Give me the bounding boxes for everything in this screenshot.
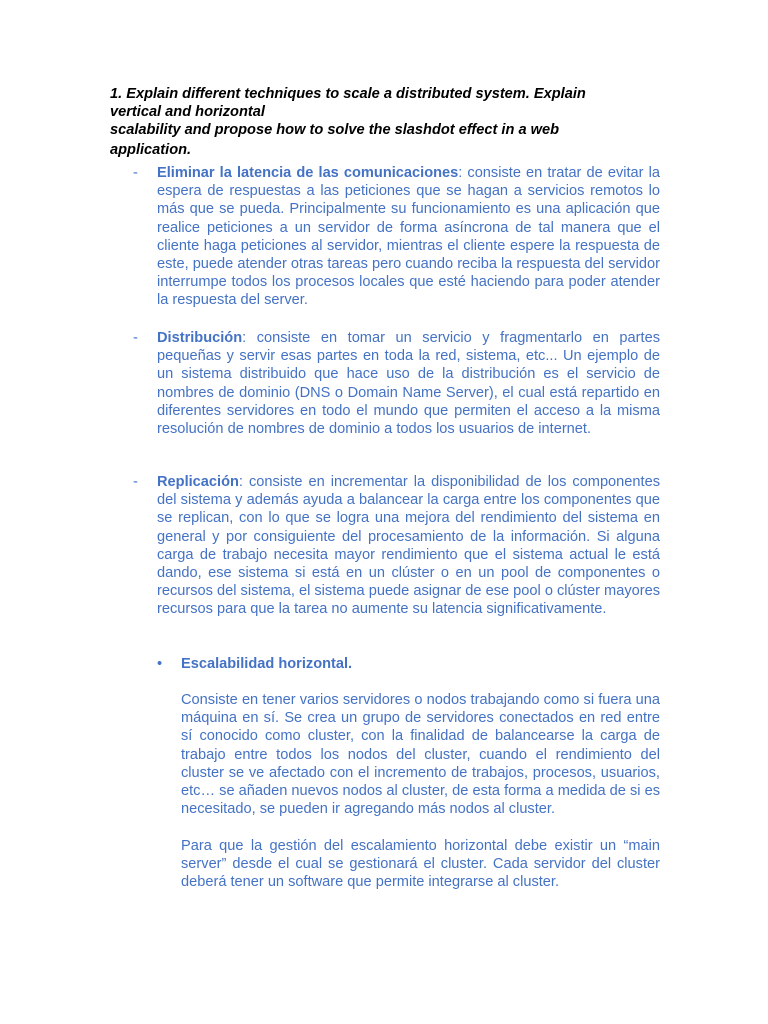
list-item-term: Replicación	[157, 474, 239, 490]
question-line: scalability and propose how to solve the slashdot effect in a web	[110, 122, 559, 138]
subsection-heading-block	[157, 655, 660, 673]
list-item-distribucion	[133, 329, 660, 438]
subsection-paragraph: Para que la gestión del escalamiento horizontal debe existir un “main server” desde el cual se gestionará el cluster. Cada servidor del cluster deberá tener un software que permite integrarse al cluster.	[181, 838, 660, 891]
dash-marker: -	[133, 474, 138, 490]
list-item-text: : consiste en tomar un servicio y fragmentarlo en partes pequeñas y servir esas partes en toda la red, sistema, etc... Un ejemplo de un sistema distribuido que hace uso de la distribución es el servicio de nombres de dominio (DNS o Domain Name Server), el cual está repartido en diferentes servidores en todo el mundo que permiten el acceso a la misma resolución de nombres de dominio a todos los usuarios de internet.	[157, 330, 660, 438]
list-item-body	[157, 329, 660, 438]
subsection-heading: Escalabilidad horizontal.	[181, 656, 353, 672]
list-item-term: Eliminar la latencia de las comunicaciones	[157, 165, 459, 181]
bullet-marker: •	[157, 656, 163, 672]
question-line: 1. Explain different techniques to scale a distributed system. Explain	[110, 86, 586, 102]
list-item-replicacion	[133, 473, 660, 619]
question-line: vertical and horizontal	[110, 104, 265, 120]
list-item-term: Distribución	[157, 330, 243, 346]
list-item-latencia	[133, 164, 660, 310]
question-heading	[110, 85, 650, 159]
list-item-body	[157, 164, 660, 310]
dash-marker: -	[133, 330, 138, 346]
list-item-text: : consiste en tratar de evitar la espera de respuestas a las peticiones que se hagan a servicios remotos lo más que se pueda. Principalmente su funcionamiento es una aplicación que realice peticiones a un servidor de forma asíncrona de tal manera que el cliente haga peticiones al servidor, mientras el cliente espere la respuesta de este, puede atender otras tareas pero cuando reciba la respuesta del servidor interrumpe todos los procesos locales que esté haciendo para poder atender la respuesta del server.	[157, 165, 660, 309]
dash-marker: -	[133, 165, 138, 181]
list-item-body	[157, 473, 660, 619]
list-item-text: : consiste en incrementar la disponibilidad de los componentes del sistema y además ayuda a balancear la carga entre los componentes que se replican, con lo que se logra una mejora del rendimiento del sistema en general y por consiguiente del procesamiento de la información. Si alguna carga de trabajo necesita mayor rendimiento que el sistema actual le está dando, ese sistema si está en un clúster o en un pool de componentes o recursos del sistema, el sistema puede asignar de ese pool o clúster mayores recursos para que la tarea no aumente su latencia significativamente.	[157, 474, 660, 618]
question-line: application.	[110, 142, 192, 158]
subsection-paragraph: Consiste en tener varios servidores o nodos trabajando como si fuera una máquina en sí. Se crea un grupo de servidores conectados en red entre sí conocido como cluster, con la finalidad de balancearse la carga de trabajo entre todos los nodos del cluster, cuando el rendimiento del cluster se ve afectado con el incremento de trabajos, procesos, usuarios, etc… se añaden nuevos nodos al cluster, de esta forma a medida de si es necesitado, se pueden ir agregando más nodos al cluster.	[181, 692, 660, 818]
